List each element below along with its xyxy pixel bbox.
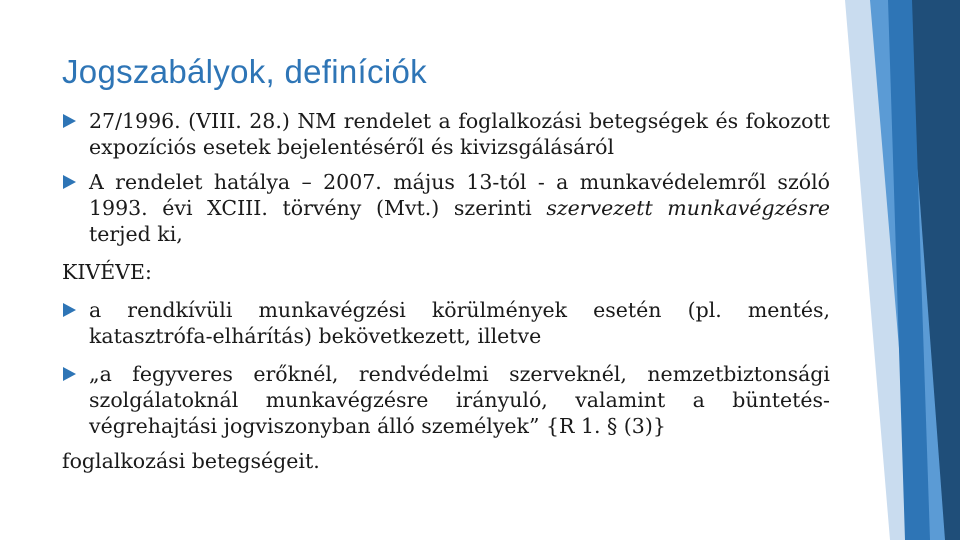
bullet-item-2 (62, 169, 830, 247)
except-label: KIVÉVE: (62, 260, 152, 284)
bullet-item-3 (62, 297, 830, 349)
bullet-2-text-part2: terjed ki, (89, 222, 183, 246)
closing-text: foglalkozási betegségeit. (62, 449, 320, 473)
bullet-arrow-icon (63, 175, 76, 189)
slide-content (62, 108, 830, 474)
slide-title: Jogszabályok, definíciók (62, 53, 427, 90)
bullet-arrow-icon (63, 114, 76, 128)
bullet-arrow-icon (63, 367, 76, 381)
bullet-2-italic-text: szervezett munkavégzésre (546, 196, 830, 220)
bullet-arrow-icon (63, 303, 76, 317)
bullet-4-text: „a fegyveres erőknél, rendvédelmi szerveknél, nemzetbiztonsági szolgálatoknál munkavégzésre irányuló, valamint a büntetés-végrehajtási jogviszonyban álló személyek” {R 1. § (3)} (89, 362, 830, 438)
bullet-2-text-part1: A rendelet hatálya – 2007. május 13-tól - a munkavédelemről szóló 1993. évi XCIII. törvény (Mvt.) szerinti (89, 170, 830, 220)
bullet-3-text: a rendkívüli munkavégzési körülmények esetén (pl. mentés, katasztrófa-elhárítás) bekövetkezett, illetve (89, 298, 830, 348)
bullet-item-1 (62, 108, 830, 160)
bullet-1-text: 27/1996. (VIII. 28.) NM rendelet a foglalkozási betegségek és fokozott expozíciós esetek bejelentéséről és kivizsgálásáról (89, 109, 830, 159)
bullet-item-4 (62, 361, 830, 439)
